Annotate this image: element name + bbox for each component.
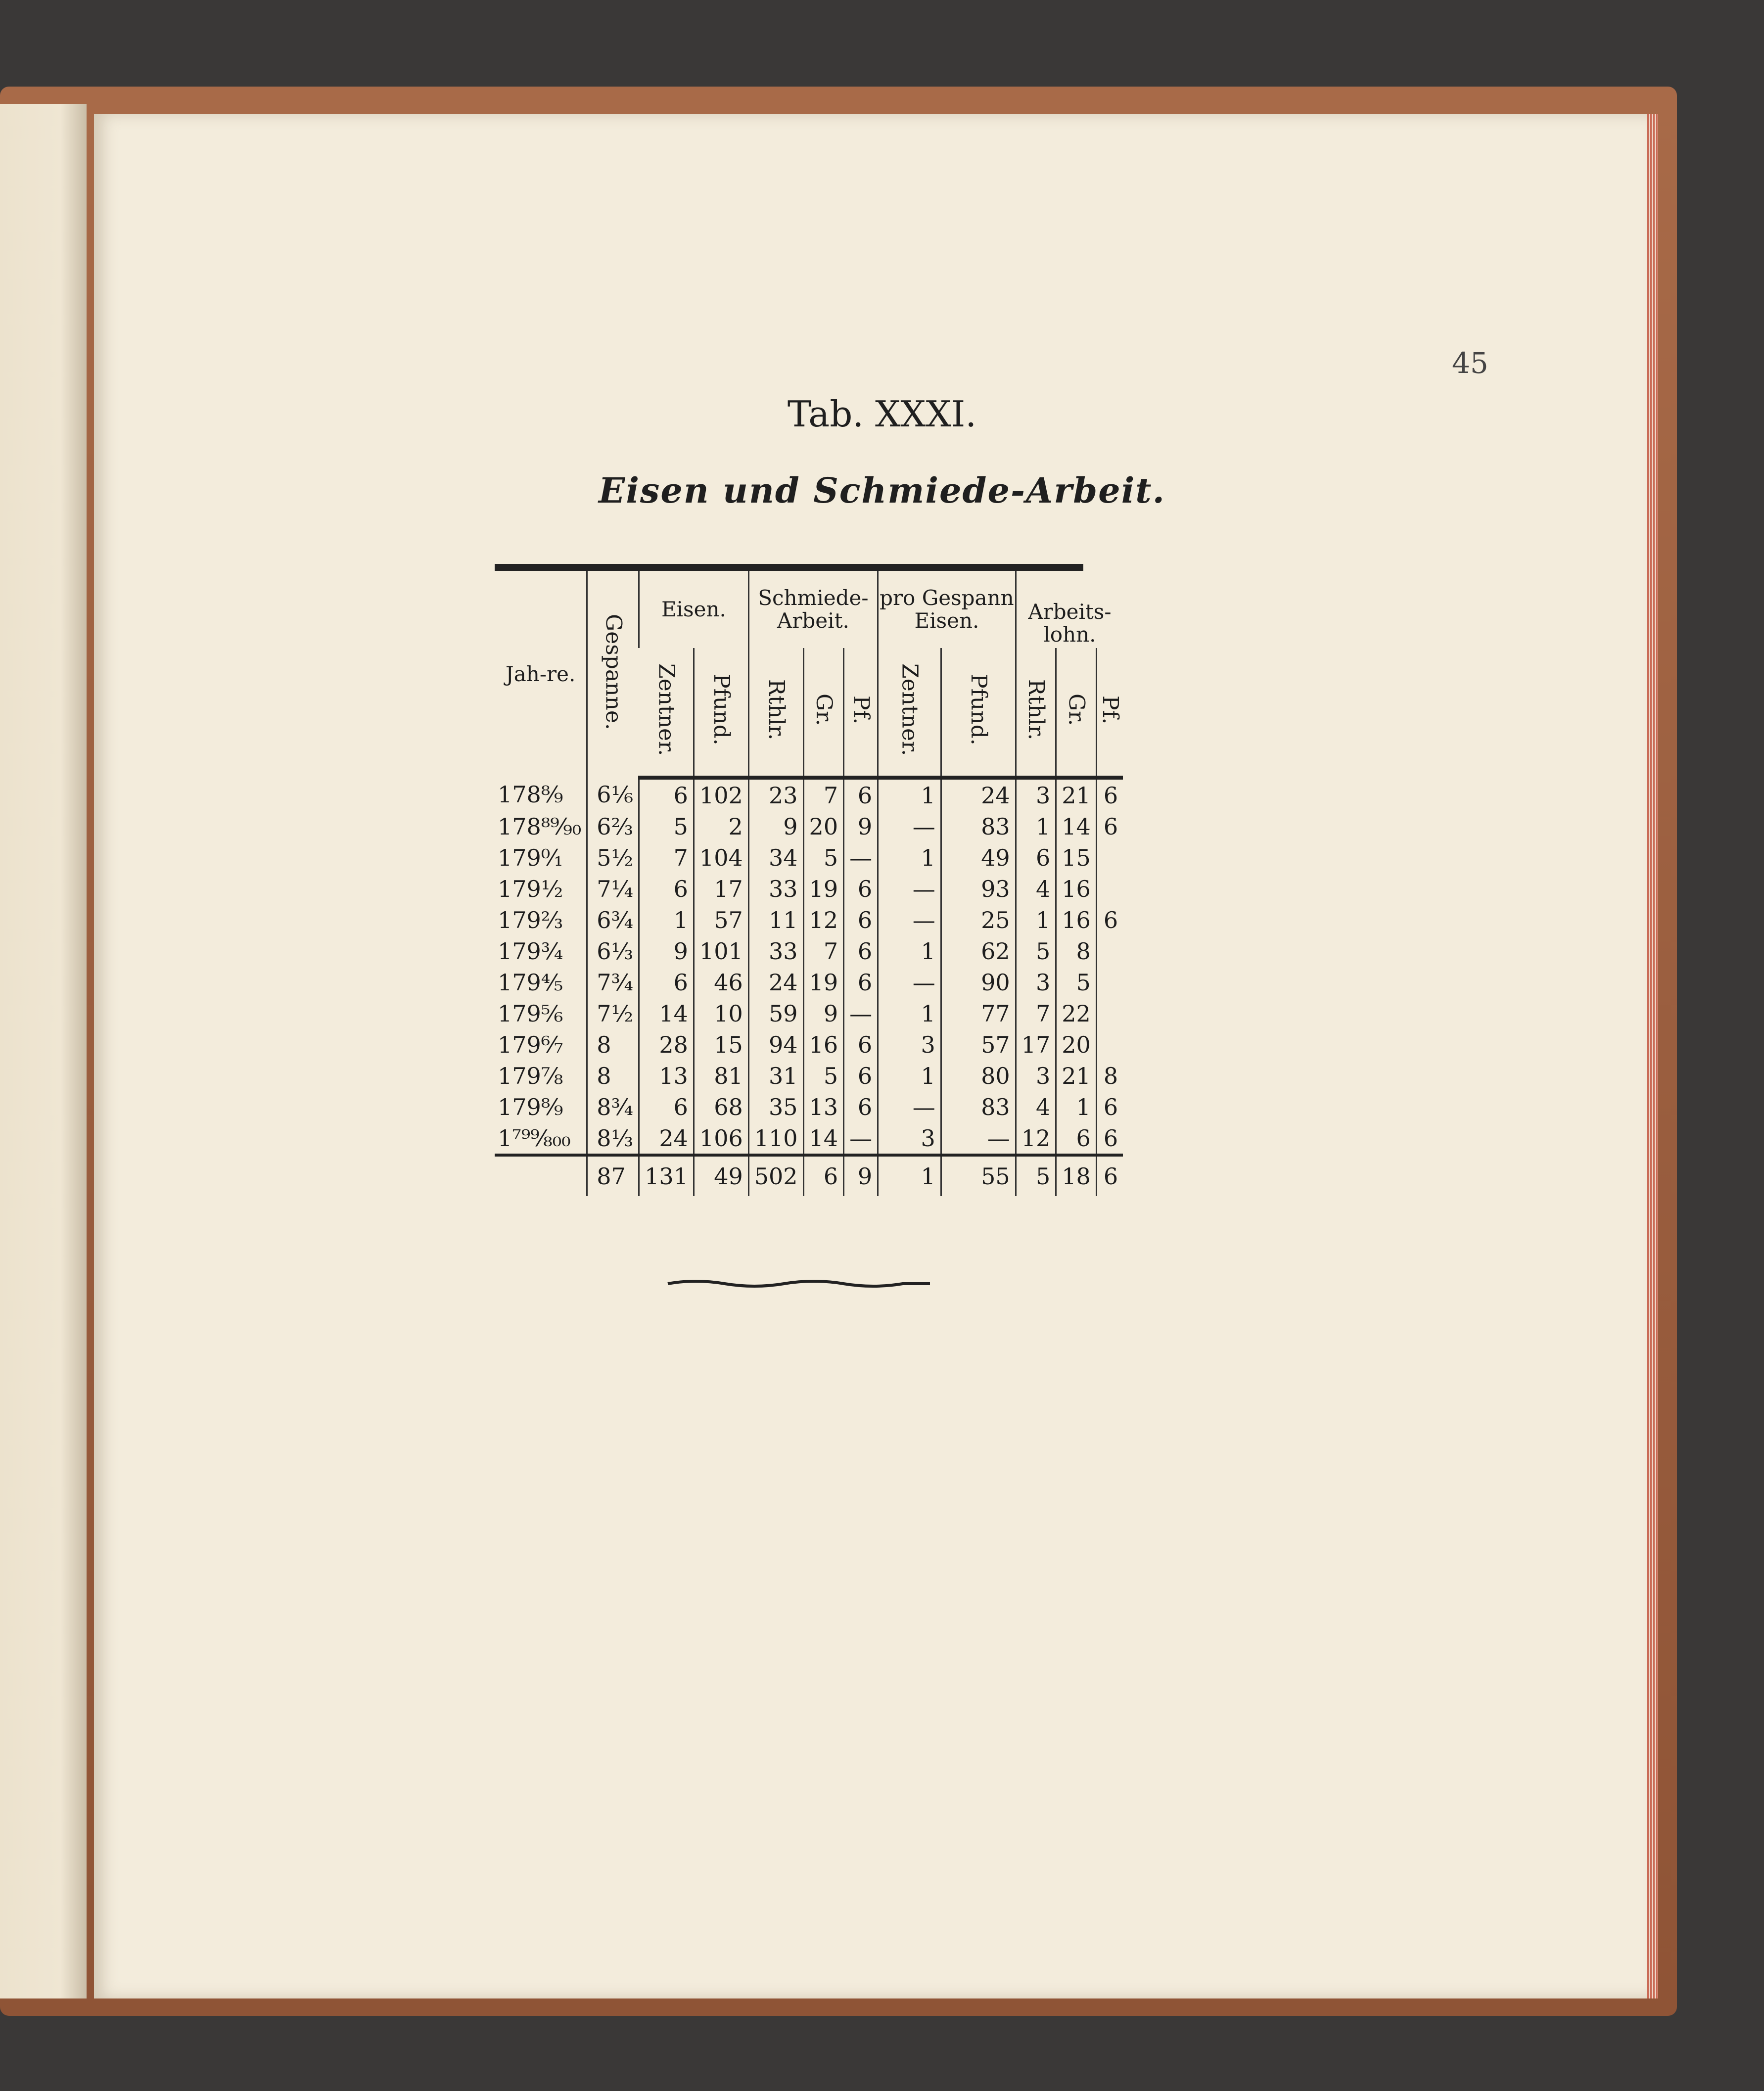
sum-cell: 6	[1096, 1155, 1123, 1196]
table-cell: 19	[803, 967, 844, 998]
table-row	[495, 935, 1123, 967]
table-cell: 6	[844, 873, 878, 904]
table-cell: 10	[694, 998, 748, 1029]
table-cell: 6	[844, 1060, 878, 1091]
table-cell: 17	[1016, 1029, 1056, 1060]
table-cell: 6	[1096, 811, 1123, 842]
table-cell: 94	[748, 1029, 803, 1060]
header-arbeitslohn: Arbeits-lohn.	[1016, 571, 1123, 648]
table-cell: —	[878, 873, 941, 904]
table-cell: 1	[639, 904, 694, 935]
table-cell: 24	[639, 1122, 694, 1155]
header-lohn-rthlr: Rthlr.	[1016, 648, 1056, 778]
header-rthlr: Rthlr.	[748, 648, 803, 778]
table-subtitle: Eisen und Schmiede-Arbeit.	[598, 470, 1166, 511]
table-row	[495, 778, 1123, 811]
table-cell: 6⅔	[587, 811, 639, 842]
table-cell: 80	[941, 1060, 1016, 1091]
table-cell: 7¾	[587, 967, 639, 998]
sum-row	[495, 1155, 1123, 1196]
table-cell: 6	[1096, 1091, 1123, 1122]
header-jahre: Jah-re.	[505, 662, 576, 687]
table-cell: 6	[844, 1091, 878, 1122]
table-cell	[1096, 967, 1123, 998]
table-cell: 6	[1016, 842, 1056, 873]
table-cell: 17	[694, 873, 748, 904]
table-cell: 5	[803, 1060, 844, 1091]
table-cell: —	[941, 1122, 1016, 1155]
table-cell	[1096, 998, 1123, 1029]
table-cell: 16	[1056, 904, 1097, 935]
header-eisen: Eisen.	[639, 571, 749, 648]
table-row	[495, 811, 1123, 842]
table-row	[495, 1122, 1123, 1155]
table-cell: 179½	[498, 875, 563, 902]
table-cell: 2	[694, 811, 748, 842]
table-row	[495, 842, 1123, 873]
table-title: Tab. XXXI.	[787, 393, 977, 435]
table-cell: 110	[748, 1122, 803, 1155]
table-cell: 6	[1096, 904, 1123, 935]
table-cell: 15	[1056, 842, 1097, 873]
table-cell: 35	[748, 1091, 803, 1122]
table-cell: 4	[1016, 1091, 1056, 1122]
table-cell: 16	[1056, 873, 1097, 904]
header-pro-eisen: Eisen.	[914, 608, 979, 633]
table-cell: 8	[587, 1060, 639, 1091]
header-schmiede-arbeit: Schmiede-Arbeit.	[748, 571, 878, 648]
table-cell: 8¾	[587, 1091, 639, 1122]
table-cell	[1096, 1029, 1123, 1060]
table-row	[495, 1029, 1123, 1060]
table-cell: 6	[639, 1091, 694, 1122]
table-cell: 57	[694, 904, 748, 935]
header-gespanne: Gespanne.	[587, 571, 639, 778]
table-cell: 4	[1016, 873, 1056, 904]
table-cell: 77	[941, 998, 1016, 1029]
table-cell: 179⁶⁄₇	[498, 1031, 563, 1058]
data-table	[495, 571, 1123, 1196]
table-cell: 9	[803, 998, 844, 1029]
table-cell: 16	[803, 1029, 844, 1060]
data-table-container	[495, 564, 1123, 1196]
left-page-edge	[0, 104, 87, 1998]
table-cell: 24	[748, 967, 803, 998]
table-cell: 14	[639, 998, 694, 1029]
table-cell: 8	[587, 1029, 639, 1060]
table-cell: 3	[1016, 778, 1056, 811]
header-pro-gespann: pro Gespann	[880, 586, 1014, 610]
table-cell: 3	[1016, 1060, 1056, 1091]
table-cell: 3	[878, 1122, 941, 1155]
header-zentner: Zentner.	[639, 648, 694, 778]
table-cell: 5	[639, 811, 694, 842]
table-cell: 19	[803, 873, 844, 904]
table-cell: 31	[748, 1060, 803, 1091]
table-cell: —	[878, 811, 941, 842]
table-cell: 6¾	[587, 904, 639, 935]
header-pro-pfund: Pfund.	[941, 648, 1016, 778]
header-pro-gespann-eisen	[878, 571, 1016, 648]
ornament-divider	[665, 1276, 932, 1291]
table-cell: 81	[694, 1060, 748, 1091]
table-cell: 6	[1096, 1122, 1123, 1155]
table-cell: 25	[941, 904, 1016, 935]
header-gr: Gr.	[803, 648, 844, 778]
table-cell: 6⅙	[587, 778, 639, 811]
table-cell: 13	[639, 1060, 694, 1091]
sum-cell: 18	[1056, 1155, 1097, 1196]
sum-cell: 49	[694, 1155, 748, 1196]
table-cell: 93	[941, 873, 1016, 904]
table-cell: 179⁰⁄₁	[498, 844, 563, 871]
table-cell: 106	[694, 1122, 748, 1155]
table-cell: 101	[694, 935, 748, 967]
table-cell: 8⅓	[587, 1122, 639, 1155]
table-cell: 12	[1016, 1122, 1056, 1155]
table-cell: 1⁷⁹⁹⁄₈₀₀	[498, 1124, 571, 1152]
sum-cell: 6	[803, 1155, 844, 1196]
table-cell: 6	[1096, 778, 1123, 811]
sum-cell: 131	[639, 1155, 694, 1196]
table-cell: 179⅞	[498, 1062, 563, 1089]
table-cell: 21	[1056, 778, 1097, 811]
table-body	[495, 778, 1123, 1196]
table-cell: 179⅔	[498, 906, 563, 933]
table-cell: 1	[878, 998, 941, 1029]
table-cell: 1	[878, 1060, 941, 1091]
table-cell: 7½	[587, 998, 639, 1029]
table-cell: 21	[1056, 1060, 1097, 1091]
table-cell	[1096, 935, 1123, 967]
table-cell: 104	[694, 842, 748, 873]
header-pf: Pf.	[844, 648, 878, 778]
sum-cell: 9	[844, 1155, 878, 1196]
table-cell: 1	[1016, 904, 1056, 935]
table-cell: 11	[748, 904, 803, 935]
table-cell: 6	[844, 904, 878, 935]
table-cell: 24	[941, 778, 1016, 811]
table-cell: 6	[844, 935, 878, 967]
table-cell: 28	[639, 1029, 694, 1060]
table-cell: 8	[1056, 935, 1097, 967]
table-cell: 7	[639, 842, 694, 873]
table-cell: 7	[803, 935, 844, 967]
table-cell: 1	[1056, 1091, 1097, 1122]
table-cell: 6	[639, 778, 694, 811]
table-cell: 22	[1056, 998, 1097, 1029]
table-cell: 102	[694, 778, 748, 811]
table-cell: 83	[941, 811, 1016, 842]
table-cell: 12	[803, 904, 844, 935]
table-cell: —	[844, 1122, 878, 1155]
table-cell: 57	[941, 1029, 1016, 1060]
page-number: 45	[1452, 346, 1488, 380]
table-cell: 6	[639, 967, 694, 998]
table-cell: 13	[803, 1091, 844, 1122]
table-cell: 3	[1016, 967, 1056, 998]
sum-cell: 55	[941, 1155, 1016, 1196]
table-cell: 1	[878, 842, 941, 873]
sum-cell	[495, 1155, 587, 1196]
table-cell: —	[878, 967, 941, 998]
table-cell: 23	[748, 778, 803, 811]
table-cell: —	[844, 998, 878, 1029]
table-cell: 83	[941, 1091, 1016, 1122]
table-cell: 49	[941, 842, 1016, 873]
table-cell: 33	[748, 935, 803, 967]
table-cell: 9	[748, 811, 803, 842]
header-lohn-gr: Gr.	[1056, 648, 1097, 778]
table-cell: 179¾	[498, 937, 563, 965]
table-cell: 6⅓	[587, 935, 639, 967]
table-cell: 179⅚	[498, 1000, 563, 1027]
table-cell: 178⁸⁄₉	[498, 781, 563, 808]
table-cell: 90	[941, 967, 1016, 998]
table-cell: 46	[694, 967, 748, 998]
table-cell: 8	[1096, 1060, 1123, 1091]
table-cell: 6	[639, 873, 694, 904]
table-cell: 179⅘	[498, 969, 563, 996]
table-row	[495, 967, 1123, 998]
table-cell: 5½	[587, 842, 639, 873]
table-cell: 1	[1016, 811, 1056, 842]
header-lohn-pf: Pf.	[1096, 648, 1123, 778]
table-row	[495, 998, 1123, 1029]
table-cell: 7¼	[587, 873, 639, 904]
table-row	[495, 904, 1123, 935]
table-cell: 179⁸⁄₉	[498, 1093, 563, 1120]
table-cell: —	[878, 904, 941, 935]
sum-cell: 5	[1016, 1155, 1056, 1196]
table-cell: 34	[748, 842, 803, 873]
table-cell: 14	[1056, 811, 1097, 842]
table-cell: 59	[748, 998, 803, 1029]
table-cell: 68	[694, 1091, 748, 1122]
table-cell: 1	[878, 778, 941, 811]
table-cell: 5	[1016, 935, 1056, 967]
top-rule	[495, 564, 1083, 571]
header-pro-zentner: Zentner.	[878, 648, 941, 778]
table-row	[495, 873, 1123, 904]
table-cell: 14	[803, 1122, 844, 1155]
table-cell: 6	[844, 778, 878, 811]
table-cell: —	[844, 842, 878, 873]
table-cell: 15	[694, 1029, 748, 1060]
table-row	[495, 1091, 1123, 1122]
table-cell: 1	[878, 935, 941, 967]
table-cell: 9	[639, 935, 694, 967]
sum-cell: 1	[878, 1155, 941, 1196]
header-pfund: Pfund.	[694, 648, 748, 778]
table-cell: 7	[803, 778, 844, 811]
table-cell: 20	[803, 811, 844, 842]
table-cell: 6	[844, 1029, 878, 1060]
sum-cell: 502	[748, 1155, 803, 1196]
table-cell: 9	[844, 811, 878, 842]
table-row	[495, 1060, 1123, 1091]
table-cell: 5	[1056, 967, 1097, 998]
table-cell	[1096, 842, 1123, 873]
table-cell	[1096, 873, 1123, 904]
table-cell: 5	[803, 842, 844, 873]
table-cell: —	[878, 1091, 941, 1122]
table-cell: 62	[941, 935, 1016, 967]
table-cell: 33	[748, 873, 803, 904]
table-cell: 6	[1056, 1122, 1097, 1155]
table-cell: 6	[844, 967, 878, 998]
table-cell: 20	[1056, 1029, 1097, 1060]
table-cell: 7	[1016, 998, 1056, 1029]
table-cell: 3	[878, 1029, 941, 1060]
sum-cell: 87	[587, 1155, 639, 1196]
table-cell: 178⁸⁹⁄₉₀	[498, 813, 582, 840]
